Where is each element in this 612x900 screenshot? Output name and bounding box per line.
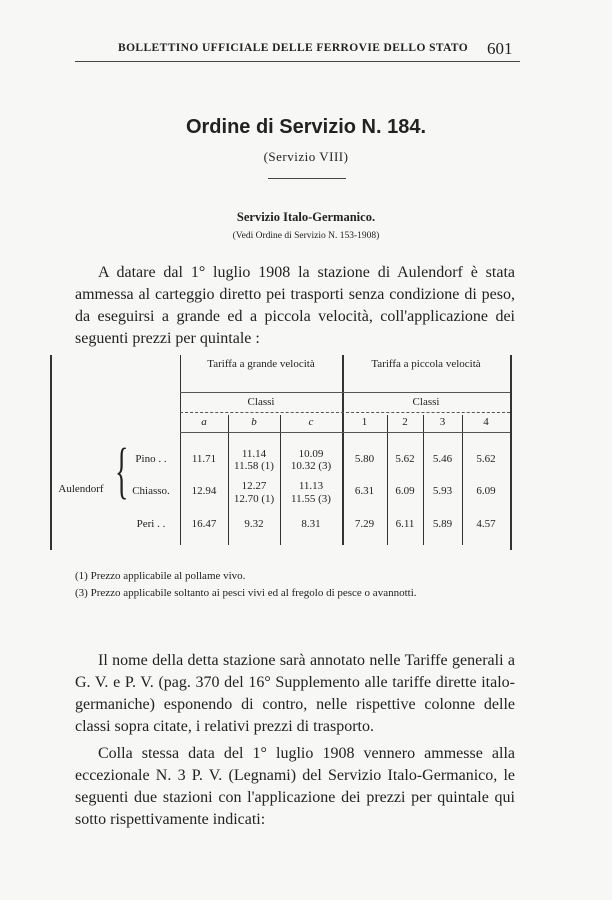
- brace-icon: {: [115, 437, 129, 505]
- cell: 5.93: [432, 485, 453, 497]
- row-station: Peri . .: [136, 518, 166, 530]
- cell: 8.31: [301, 518, 321, 530]
- cell: 12.70 (1): [233, 493, 275, 505]
- title-divider: [268, 178, 346, 179]
- class-col-1: 1: [361, 416, 368, 428]
- order-title: Ordine di Servizio N. 184.: [185, 116, 427, 138]
- col-divider: [180, 355, 181, 545]
- cell: 5.62: [395, 453, 415, 465]
- cell: 5.46: [432, 453, 453, 465]
- cell: 11.14: [241, 448, 267, 460]
- cell: 6.31: [354, 485, 375, 497]
- section-heading: Servizio Italo-Germanico.: [236, 210, 376, 224]
- table-right-border: [510, 355, 512, 550]
- cell: 5.89: [432, 518, 453, 530]
- group-header-grande: Tariffa a grande velocità: [207, 358, 315, 370]
- col-divider-main: [342, 355, 344, 545]
- class-col-3: 3: [439, 416, 446, 428]
- table-left-border: [50, 355, 52, 550]
- cell: 12.27: [241, 480, 267, 492]
- class-col-2: 2: [402, 416, 408, 428]
- footnote: (3) Prezzo applicabile soltanto ai pesci vivi ed al fregolo di pesce o avannotti.: [75, 587, 417, 599]
- class-col-4: 4: [483, 416, 489, 428]
- row-station: Chiasso.: [132, 485, 170, 497]
- group-header-piccola: Tariffa a piccola velocità: [371, 358, 481, 370]
- cell: 11.55 (3): [291, 493, 331, 505]
- cell: 10.32 (3): [290, 460, 332, 472]
- paragraph-annotation: Il nome della detta stazione sarà annotato nelle Tariffe generali a G. V. e P. V. (pag. 370 del 16° Supplemento alle tariffe dirette italo-germaniche) esponendo di contro, nelle rispettive colonne delle classi sopra citate, i relativi prezzi di trasporto.: [75, 652, 515, 735]
- footnotes: [75, 568, 515, 602]
- page-number: 601: [487, 39, 513, 58]
- cell: 5.62: [476, 453, 496, 465]
- class-col-c: c: [308, 416, 314, 428]
- row-divider: [180, 392, 510, 393]
- classi-label: Classi: [412, 396, 440, 408]
- cell: 11.13: [298, 480, 324, 492]
- cell: 11.58 (1): [234, 460, 274, 472]
- cell: 6.09: [395, 485, 415, 497]
- paragraph-intro: A datare dal 1° luglio 1908 la stazione di Aulendorf è stata ammessa al carteggio diretto pei trasporti senza condizione di peso, da eseguirsi a grande ed a piccola velocità, coll'applicazione dei seguenti prezzi per quintale :: [75, 264, 515, 347]
- section-reference: (Vedi Ordine di Servizio N. 153-1908): [232, 231, 380, 241]
- cell: 6.09: [476, 485, 496, 497]
- row-divider: [180, 432, 510, 433]
- cell: 4.57: [476, 518, 496, 530]
- cell: 12.94: [191, 485, 217, 497]
- origin-station: Aulendorf: [58, 483, 104, 495]
- cell: 6.11: [395, 518, 415, 530]
- cell: 10.09: [298, 448, 324, 460]
- paragraph-stations: Colla stessa data del 1° luglio 1908 vennero ammesse alla eccezionale N. 3 P. V. (Legnami) del Servizio Italo-Germanico, le seguenti due stazioni con l'applicazione dei prezzi per quintale qui sotto rispettivamente indicati:: [75, 745, 515, 828]
- order-subtitle: (Servizio VIII): [263, 149, 349, 164]
- cell: 5.80: [354, 453, 375, 465]
- running-title: BOLLETTINO UFFICIALE DELLE FERROVIE DELLO STATO: [118, 42, 469, 54]
- row-station: Pino . .: [135, 453, 167, 465]
- cell: 16.47: [191, 518, 217, 530]
- cell: 9.32: [244, 518, 264, 530]
- running-header: [0, 39, 612, 62]
- cell: 7.29: [354, 518, 375, 530]
- cell: 11.71: [191, 453, 217, 465]
- classi-label: Classi: [247, 396, 275, 408]
- header-rule: [75, 61, 520, 62]
- class-col-a: a: [201, 416, 207, 428]
- footnote: (1) Prezzo applicabile al pollame vivo.: [75, 570, 246, 582]
- row-divider: [180, 412, 510, 413]
- class-col-b: b: [251, 416, 257, 428]
